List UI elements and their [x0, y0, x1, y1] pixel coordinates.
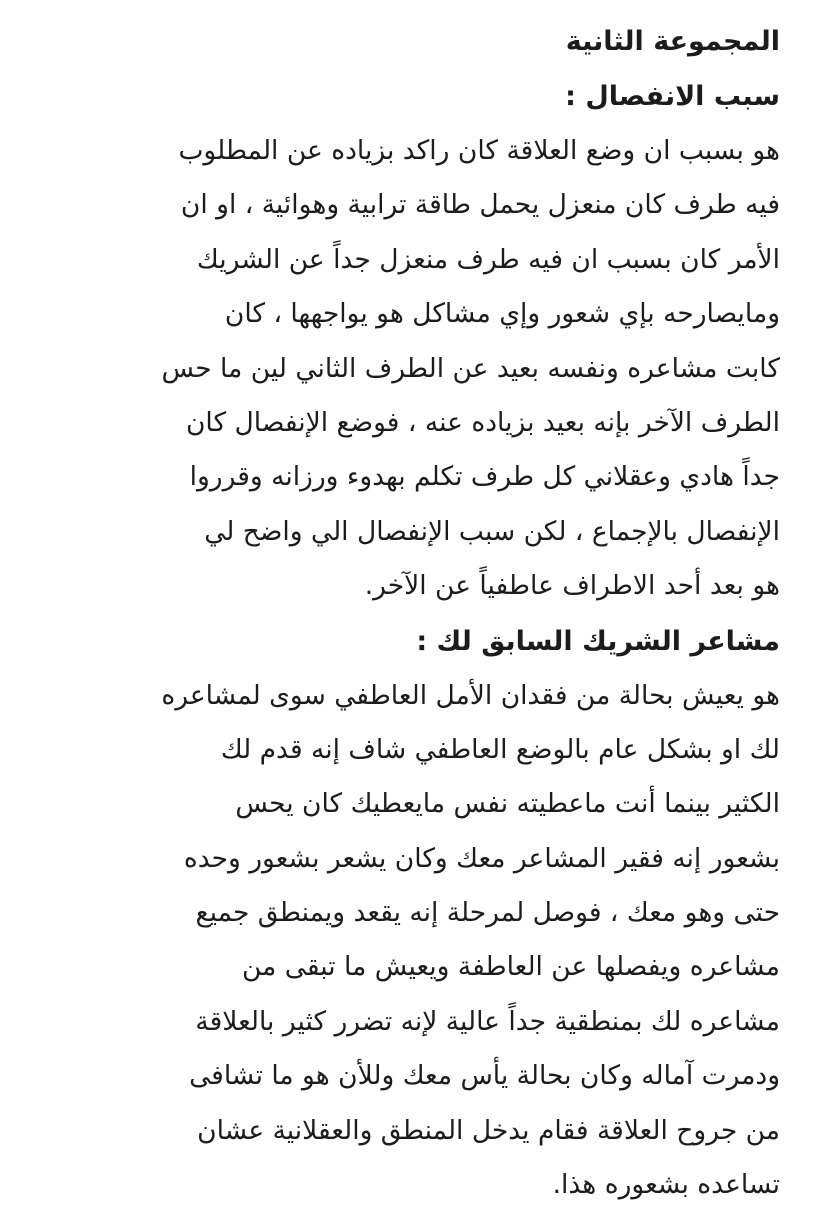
paragraph-line: هو بسبب ان وضع العلاقة كان راكد بزياده عن المطلوب [178, 135, 780, 166]
paragraph-line: ومايصارحه بإي شعور وإي مشاكل هو يواجهها ، كان [224, 298, 780, 330]
paragraph-line: الأمر كان بسبب ان فيه طرف منعزل جداً عن الشريك [196, 243, 780, 275]
paragraph-line: الإنفصال بالإجماع ، لكن سبب الإنفصال الي واضح لي [204, 515, 780, 547]
section-title-ex-partner-feelings: مشاعر الشريك السابق لك : [416, 625, 780, 657]
section-title-separation-reason: سبب الانفصال : [565, 81, 780, 112]
paragraph-line: كابت مشاعره ونفسه بعيد عن الطرف الثاني لين ما حس [161, 352, 780, 384]
paragraph-line: مشاعره ويفصلها عن العاطفة ويعيش ما تبقى من [241, 951, 780, 983]
paragraph-line: هو يعيش بحالة من فقدان الأمل العاطفي سوى لمشاعره [161, 679, 780, 711]
section-body-separation-reason [48, 124, 780, 614]
paragraph-line: فيه طرف كان منعزل يحمل طاقة ترابية وهوائية ، او ان [180, 189, 780, 221]
paragraph-line: جداً هادي وعقلاني كل طرف تكلم بهدوء ورزانه وقرروا [189, 461, 780, 493]
paragraph-line: تساعده بشعوره هذا. [552, 1169, 780, 1201]
section-body-ex-partner-feelings [48, 669, 780, 1212]
paragraph-line: هو بعد أحد الاطراف عاطفياً عن الآخر. [364, 570, 780, 602]
paragraph-line: ودمرت آماله وكان بحالة يأس معك وللأن هو ما تشافى [189, 1060, 780, 1092]
paragraph-line: الطرف الآخر بإنه بعيد بزياده عنه ، فوضع الإنفصال كان [185, 406, 780, 438]
paragraph-line: لك او بشكل عام بالوضع العاطفي شاف إنه قدم لك [220, 733, 780, 765]
paragraph-line: بشعور إنه فقير المشاعر معك وكان يشعر بشعور وحده [183, 842, 780, 874]
paragraph-line: حتى وهو معك ، فوصل لمرحلة إنه يقعد ويمنطق جميع [195, 897, 780, 929]
paragraph-line: من جروح العلاقة فقام يدخل المنطق والعقلانية عشان [197, 1114, 780, 1146]
document-page [48, 14, 780, 1212]
paragraph-line: مشاعره لك بمنطقية جداً عالية لإنه تضرر كثير بالعلاقة [195, 1005, 780, 1037]
group-title: المجموعة الثانية [565, 26, 780, 57]
paragraph-line: الكثير بينما أنت ماعطيته نفس مايعطيك كان يحس [235, 788, 780, 820]
